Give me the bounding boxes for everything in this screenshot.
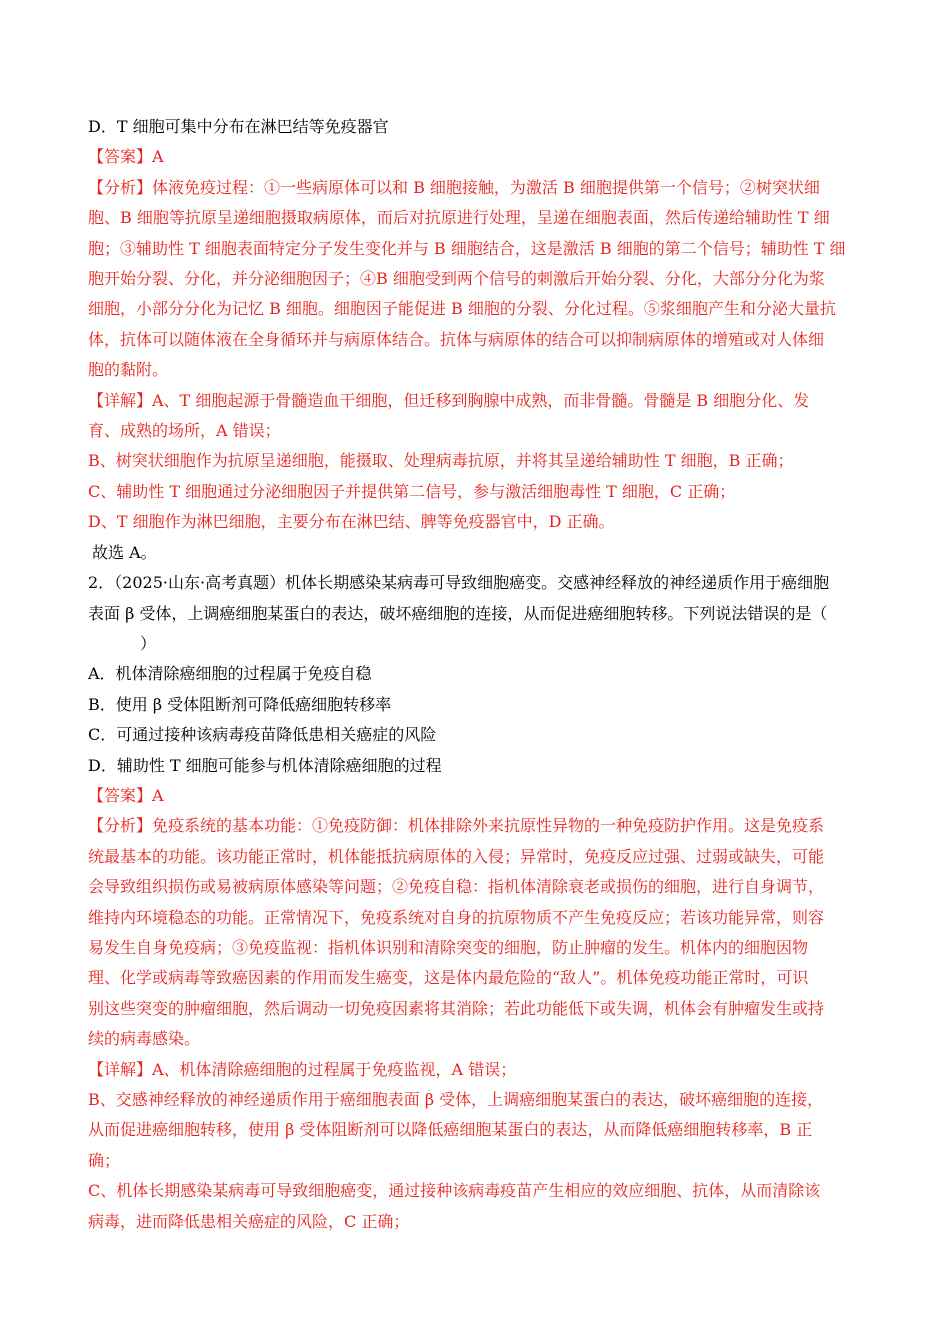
text-line: D．辅助性 T 细胞可能参与机体清除癌细胞的过程 [88, 755, 442, 775]
text-line: 胞、B 细胞等抗原呈递细胞摄取病原体，而后对抗原进行处理，呈递在细胞表面，然后传递给辅助性 T 细 [88, 208, 830, 228]
text-line: 确； [88, 1150, 121, 1170]
text-line: 【答案】A [88, 147, 164, 167]
text-line: D、T 细胞作为淋巴细胞，主要分布在淋巴结、脾等免疫器官中，D 正确。 [88, 512, 615, 532]
text-line: 会导致组织损伤或易被病原体感染等问题；②免疫自稳：指机体清除衰老或损伤的细胞，进行自身调节， [88, 877, 825, 897]
text-line: 胞开始分裂、分化，并分泌细胞因子；④B 细胞受到两个信号的刺激后开始分裂、分化，大部分分化为浆 [88, 269, 825, 289]
text-line: 续的病毒感染。 [88, 1029, 201, 1049]
text-line: 胞的黏附。 [88, 360, 169, 380]
text-line: 从而促进癌细胞转移，使用 β 受体阻断剂可以降低癌细胞某蛋白的表达，从而降低癌细胞转移率，B 正 [88, 1120, 813, 1140]
text-line: A．机体清除癌细胞的过程属于免疫自稳 [88, 664, 372, 684]
text-line: 【分析】免疫系统的基本功能：①免疫防御：机体排除外来抗原性异物的一种免疫防护作用。这是免疫系 [88, 816, 825, 836]
text-line: 【分析】体液免疫过程：①一些病原体可以和 B 细胞接触，为激活 B 细胞提供第一个信号；②树突状细 [88, 177, 820, 197]
text-line: 维持内环境稳态的功能。正常情况下，免疫系统对自身的抗原物质不产生免疫反应；若该功能异常，则容 [88, 907, 825, 927]
text-line: B．使用 β 受体阻断剂可降低癌细胞转移率 [88, 694, 392, 714]
text-line: 体，抗体可以随体液在全身循环并与病原体结合。抗体与病原体的结合可以抑制病原体的增殖或对人体细 [88, 329, 825, 349]
document-page [88, 112, 868, 1237]
text-line: 表面 β 受体，上调癌细胞某蛋白的表达，破坏癌细胞的连接，从而促进癌细胞转移。下列说法错误的是（ [88, 603, 828, 623]
text-line: B、交感神经释放的神经递质作用于癌细胞表面 β 受体，上调癌细胞某蛋白的表达，破坏癌细胞的连接， [88, 1090, 824, 1109]
text-line: C、辅助性 T 细胞通过分泌细胞因子并提供第二信号，参与激活细胞毒性 T 细胞，C 正确； [88, 481, 736, 501]
text-line: 别这些突变的肿瘤细胞，然后调动一切免疫因素将其消除；若此功能低下或失调，机体会有肿瘤发生或持 [88, 998, 825, 1018]
text-line: 2．（2025·山东·高考真题）机体长期感染某病毒可导致细胞癌变。交感神经释放的神经递质作用于癌细胞 [88, 573, 830, 593]
text-line: ） [140, 633, 157, 653]
text-line: 胞；③辅助性 T 细胞表面特定分子发生变化并与 B 细胞结合，这是激活 B 细胞的第二个信号；辅助性 T 细 [88, 238, 846, 258]
text-line: C、机体长期感染某病毒可导致细胞癌变，通过接种该病毒疫苗产生相应的效应细胞、抗体，从而清除该 [88, 1181, 821, 1201]
text-line: 统最基本的功能。该功能正常时，机体能抵抗病原体的入侵；异常时，免疫反应过强、过弱或缺失，可能 [88, 846, 825, 866]
text-line: 育、成熟的场所，A 错误； [88, 421, 281, 441]
text-line: 【详解】A、机体清除癌细胞的过程属于免疫监视，A 错误； [88, 1059, 517, 1079]
text-line: 细胞，小部分分化为记忆 B 细胞。细胞因子能促进 B 细胞的分裂、分化过程。⑤浆细胞产生和分泌大量抗 [88, 299, 836, 319]
text-line: 理、化学或病毒等致癌因素的作用而发生癌变，这是体内最危险的“敌人”。机体免疫功能正常时，可识 [88, 968, 809, 988]
text-line: C．可通过接种该病毒疫苗降低患相关癌症的风险 [88, 725, 437, 745]
text-line: 【详解】A、T 细胞起源于骨髓造血干细胞，但迁移到胸腺中成熟，而非骨髓。骨髓是 B 细胞分化、发 [88, 390, 810, 410]
text-line: 易发生自身免疫病；③免疫监视：指机体识别和清除突变的细胞，防止肿瘤的发生。机体内的细胞因物 [88, 937, 809, 957]
text-line: D．T 细胞可集中分布在淋巴结等免疫器官 [88, 117, 389, 136]
text-line: 病毒，进而降低患相关癌症的风险，C 正确； [88, 1211, 410, 1231]
text-line: B、树突状细胞作为抗原呈递细胞，能摄取、处理病毒抗原，并将其呈递给辅助性 T 细胞，B 正确； [88, 451, 794, 471]
text-line: 【答案】A [88, 785, 164, 805]
text-line: 故选 A。 [92, 542, 157, 562]
